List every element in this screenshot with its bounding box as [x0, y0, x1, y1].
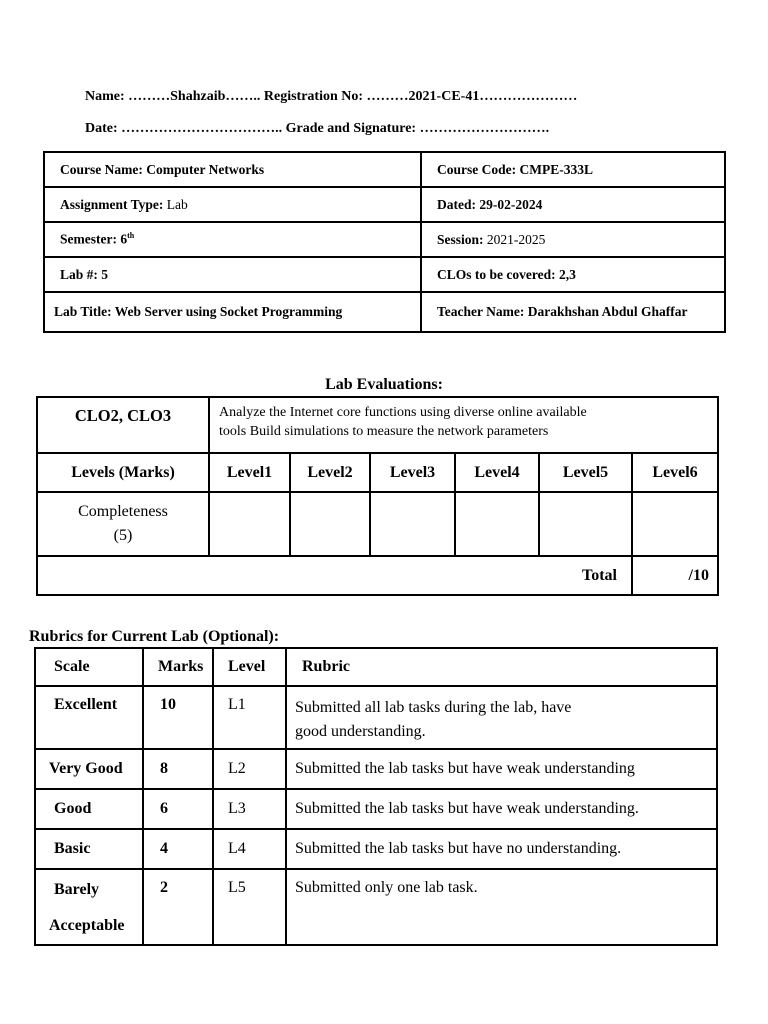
lab-number-cell: Lab #: 5 [44, 257, 421, 292]
lab-evaluation-table [36, 396, 719, 596]
course-code-cell: Course Code: CMPE-333L [421, 152, 725, 187]
rubric-marks: 2 [143, 869, 213, 945]
total-value-cell: /10 [632, 556, 718, 595]
name-registration-line: Name: ………Shahzaib…….. Registration No: ………2021-CE-41………………… [85, 89, 578, 104]
rubric-scale [35, 869, 143, 945]
total-label-cell: Total [37, 556, 632, 595]
table-row [35, 829, 717, 869]
table-row [44, 222, 725, 257]
clo-description-line: tools Build simulations to measure the network parameters [219, 424, 549, 439]
semester-label: Semester: 6 [60, 231, 128, 247]
rubric-scale: Excellent [35, 686, 143, 749]
semester-superscript: th [127, 231, 135, 241]
rubric-line: Submitted all lab tasks during the lab, have [295, 699, 572, 716]
rubric-text [286, 686, 717, 749]
session-label: Session: [437, 231, 484, 247]
rubrics-title: Rubrics for Current Lab (Optional): [29, 628, 280, 645]
session-cell [421, 222, 725, 257]
rubric-marks: 4 [143, 829, 213, 869]
criterion-marks: (5) [113, 527, 133, 544]
course-info-table [43, 151, 726, 333]
column-header: Marks [143, 648, 213, 686]
table-row [35, 686, 717, 749]
rubric-text: Submitted the lab tasks but have no understanding. [286, 829, 717, 869]
rubric-scale: Good [35, 789, 143, 829]
rubric-line: good understanding. [295, 723, 426, 740]
score-cell[interactable] [290, 492, 370, 556]
dated-cell: Dated: 29-02-2024 [421, 187, 725, 222]
clos-cell: CLOs to be covered: 2,3 [421, 257, 725, 292]
rubric-marks: 8 [143, 749, 213, 789]
clo-description-line: Analyze the Internet core functions using diverse online available [219, 405, 587, 420]
level-header-cell: Level4 [455, 453, 539, 492]
semester-cell [44, 222, 421, 257]
rubric-text: Submitted the lab tasks but have weak understanding [286, 749, 717, 789]
rubric-text: Submitted the lab tasks but have weak understanding. [286, 789, 717, 829]
date-grade-line: Date: …………………………….. Grade and Signature: ………………………. [85, 121, 550, 136]
rubric-scale: Basic [35, 829, 143, 869]
lab-title-cell: Lab Title: Web Server using Socket Programming [44, 292, 421, 332]
criterion-label: Completeness [78, 503, 168, 520]
rubric-level: L2 [213, 749, 286, 789]
score-cell[interactable] [370, 492, 455, 556]
rubric-scale: Very Good [35, 749, 143, 789]
table-row [37, 397, 718, 453]
rubric-level: L3 [213, 789, 286, 829]
assignment-type-label: Assignment Type: [60, 196, 164, 212]
level-header-cell: Level5 [539, 453, 632, 492]
level-header-cell: Level3 [370, 453, 455, 492]
column-header: Rubric [286, 648, 717, 686]
table-row [44, 257, 725, 292]
table-row [44, 187, 725, 222]
assignment-type-cell [44, 187, 421, 222]
table-row [35, 789, 717, 829]
table-row [44, 292, 725, 332]
rubric-scale-line: Acceptable [49, 917, 125, 934]
teacher-name-cell: Teacher Name: Darakhshan Abdul Ghaffar [421, 292, 725, 332]
rubrics-table [34, 647, 718, 946]
rubric-level: L5 [213, 869, 286, 945]
table-row [37, 556, 718, 595]
score-cell[interactable] [455, 492, 539, 556]
table-row [35, 749, 717, 789]
course-name-cell: Course Name: Computer Networks [44, 152, 421, 187]
column-header: Scale [35, 648, 143, 686]
level-header-cell: Level1 [209, 453, 290, 492]
rubric-text: Submitted only one lab task. [286, 869, 717, 945]
clo-description-cell [209, 397, 718, 453]
levels-header-cell: Levels (Marks) [37, 453, 209, 492]
rubric-level: L1 [213, 686, 286, 749]
level-header-cell: Level6 [632, 453, 718, 492]
rubric-marks: 10 [143, 686, 213, 749]
table-row [37, 453, 718, 492]
clo-cell: CLO2, CLO3 [37, 397, 209, 453]
rubric-scale-line: Barely [54, 881, 100, 898]
table-row [37, 492, 718, 556]
level-header-cell: Level2 [290, 453, 370, 492]
table-row [44, 152, 725, 187]
completeness-cell [37, 492, 209, 556]
assignment-type-value: Lab [163, 196, 188, 212]
column-header: Level [213, 648, 286, 686]
score-cell[interactable] [632, 492, 718, 556]
session-value: 2021-2025 [483, 231, 546, 247]
lab-evaluations-title: Lab Evaluations: [325, 376, 443, 393]
table-row [35, 869, 717, 945]
score-cell[interactable] [539, 492, 632, 556]
score-cell[interactable] [209, 492, 290, 556]
rubric-marks: 6 [143, 789, 213, 829]
rubric-level: L4 [213, 829, 286, 869]
table-row [35, 648, 717, 686]
